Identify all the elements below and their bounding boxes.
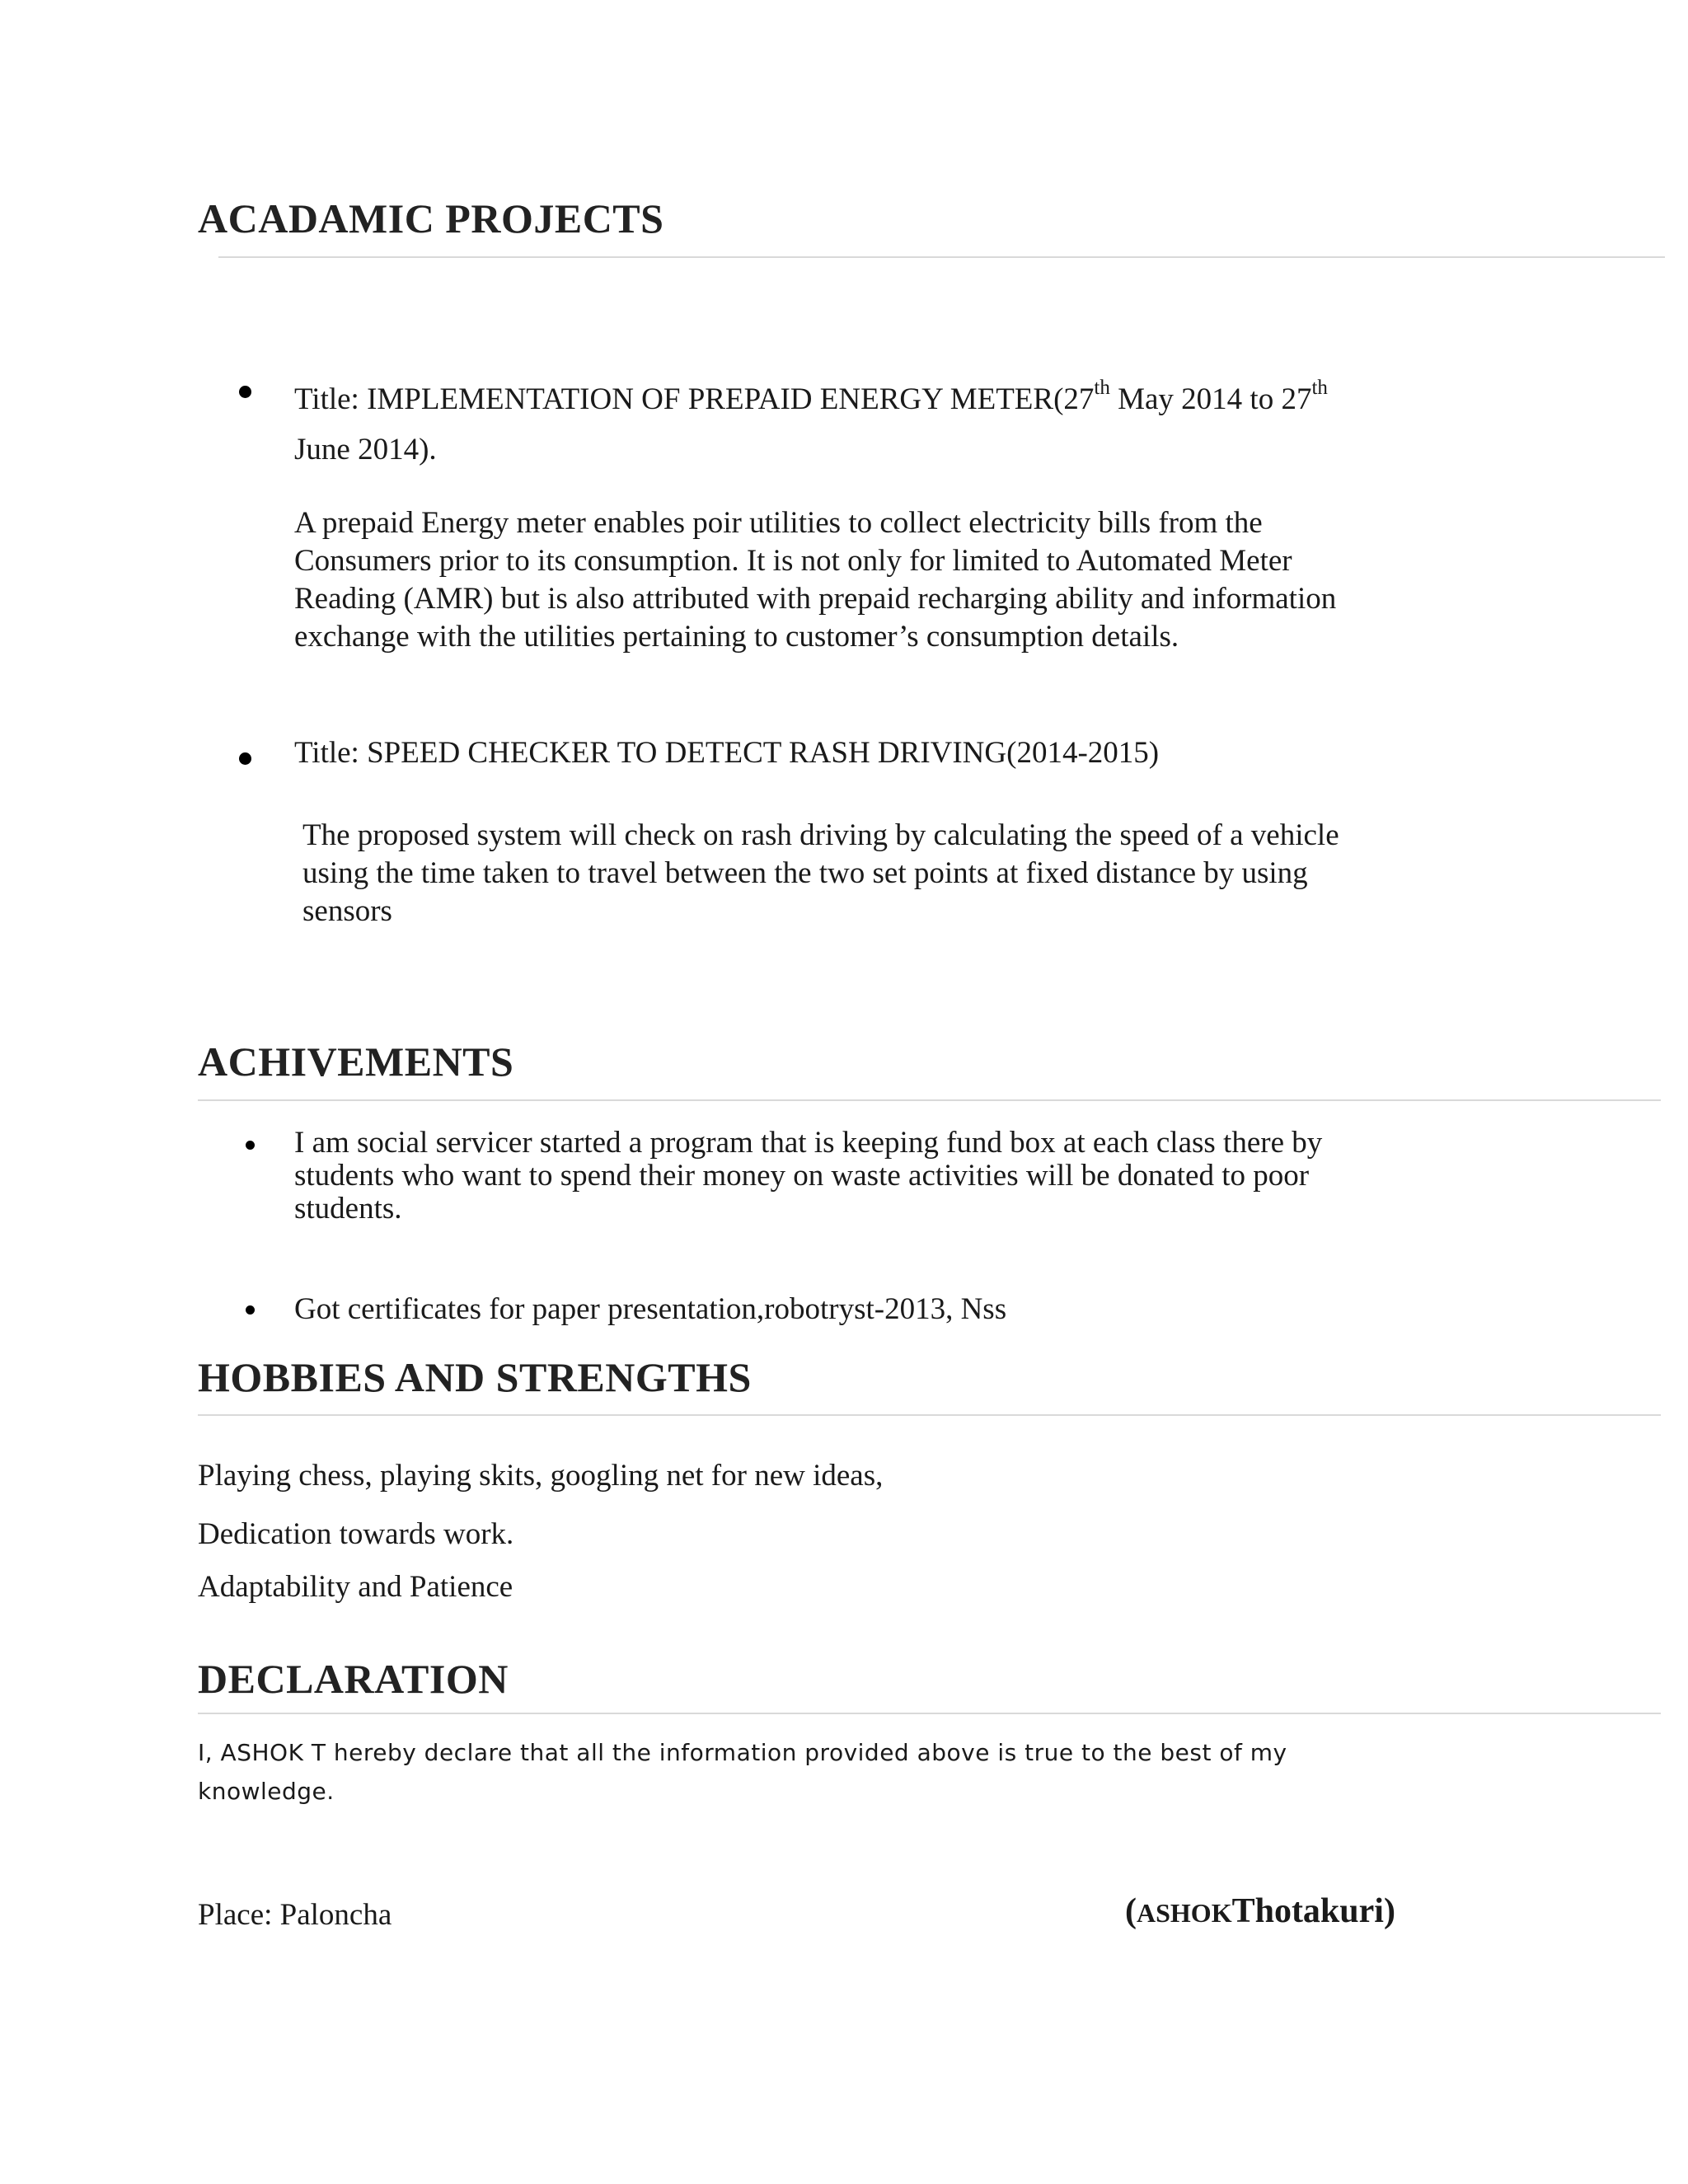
achievement-item: Got certificates for paper presentation,robotryst-2013, Nss (294, 1292, 1007, 1326)
superscript: th (1094, 377, 1110, 399)
project-title-continued: June 2014). (294, 433, 437, 466)
place-label: Place: Paloncha (198, 1898, 392, 1932)
achievement-line: students who want to spend their money on waste activities will be donated to poor (294, 1159, 1310, 1193)
bullet-icon (239, 386, 251, 398)
section-divider (198, 1414, 1661, 1416)
description-line: Consumers prior to its consumption. It is not only for limited to Automated Meter (294, 544, 1292, 578)
bullet-icon (246, 1305, 255, 1315)
section-heading-hobbies: HOBBIES AND STRENGTHS (198, 1354, 752, 1400)
description-line: Reading (AMR) but is also attributed with prepaid recharging ability and information (294, 582, 1337, 616)
section-divider (198, 1713, 1661, 1714)
project-title: Title: SPEED CHECKER TO DETECT RASH DRIVING(2014-2015) (294, 736, 1160, 770)
description-line: sensors (302, 894, 392, 928)
bullet-icon (246, 1141, 255, 1150)
description-line: A prepaid Energy meter enables poir utilities to collect electricity bills from the (294, 506, 1263, 540)
signature-name (1125, 1891, 1395, 1931)
section-heading-declaration: DECLARATION (198, 1656, 509, 1702)
signature-last-name: Thotakuri) (1231, 1892, 1395, 1930)
section-heading-projects: ACADAMIC PROJECTS (198, 195, 664, 241)
project-description (294, 504, 1336, 656)
strength-line: Adaptability and Patience (198, 1570, 513, 1604)
signature-paren: ( (1125, 1892, 1137, 1930)
section-heading-achievements: ACHIVEMENTS (198, 1038, 514, 1085)
achievement-line: I am social servicer started a program that is keeping fund box at each class there by (294, 1126, 1323, 1160)
declaration-line: I, ASHOK T hereby declare that all the information provided above is true to the best of my (198, 1739, 1287, 1766)
description-line: The proposed system will check on rash driving by calculating the speed of a vehicle (302, 818, 1339, 852)
project-description (302, 817, 1339, 930)
strength-line: Dedication towards work. (198, 1517, 514, 1551)
project-title-text: Title: IMPLEMENTATION OF PREPAID ENERGY METER(27 (294, 382, 1095, 416)
signature-first-name: ASHOK (1137, 1898, 1232, 1928)
project-title-text: May 2014 to 27 (1109, 382, 1312, 416)
bullet-icon (239, 752, 251, 765)
declaration-line: knowledge. (198, 1778, 335, 1805)
description-line: exchange with the utilities pertaining to customer’s consumption details. (294, 620, 1179, 654)
section-divider (198, 1099, 1661, 1101)
section-divider (218, 256, 1665, 258)
achievement-line: students. (294, 1192, 402, 1226)
hobby-line: Playing chess, playing skits, googling net for new ideas, (198, 1459, 884, 1493)
superscript: th (1311, 377, 1328, 399)
achievement-item (294, 1127, 1322, 1226)
description-line: using the time taken to travel between the two set points at fixed distance by using (302, 856, 1308, 890)
project-title (294, 369, 1328, 419)
declaration-text (198, 1733, 1287, 1811)
